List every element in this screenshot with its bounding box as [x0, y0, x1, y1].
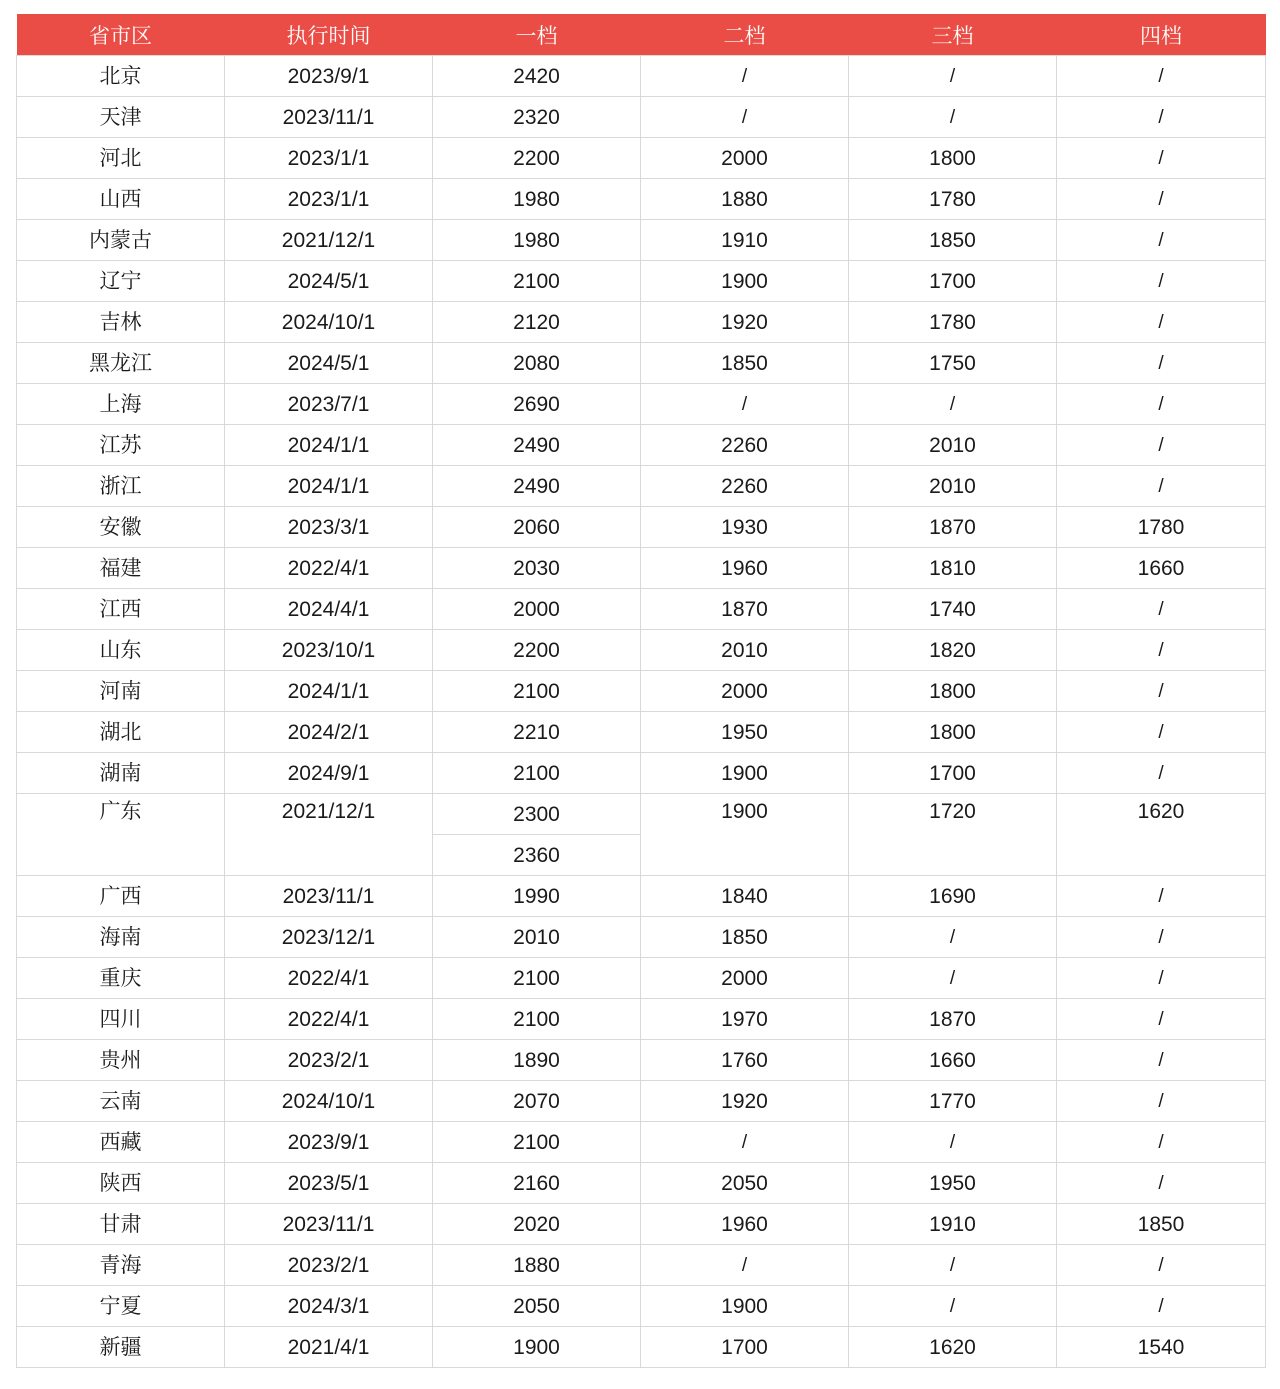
tier4-cell: / [1057, 917, 1266, 958]
tier3-cell: 1780 [849, 302, 1057, 343]
region-cell: 安徽 [17, 507, 225, 548]
tier4-cell: / [1057, 671, 1266, 712]
tier3-cell: 1800 [849, 712, 1057, 753]
table-row [17, 220, 1266, 261]
table-row [17, 1204, 1266, 1245]
tier3-cell: / [849, 958, 1057, 999]
tier3-cell: 1700 [849, 753, 1057, 794]
table-header [17, 14, 1266, 56]
tier1-cell: 2200 [433, 138, 641, 179]
tier3-cell: 1800 [849, 138, 1057, 179]
tier2-cell: / [641, 56, 849, 97]
table-row [17, 1040, 1266, 1081]
tier2-cell: 1920 [641, 302, 849, 343]
tier2-cell: 1760 [641, 1040, 849, 1081]
tier2-cell: 1850 [641, 343, 849, 384]
tier2-cell: / [641, 1122, 849, 1163]
tier3-cell: / [849, 1286, 1057, 1327]
region-cell: 陕西 [17, 1163, 225, 1204]
region-cell: 云南 [17, 1081, 225, 1122]
tier4-cell: / [1057, 589, 1266, 630]
tier1-cell: 2320 [433, 97, 641, 138]
tier1-cell: 2030 [433, 548, 641, 589]
tier4-cell: / [1057, 712, 1266, 753]
tier4-cell: / [1057, 630, 1266, 671]
date-cell: 2021/12/1 [225, 220, 433, 261]
tier1-cell: 1900 [433, 1327, 641, 1368]
tier3-cell: 1820 [849, 630, 1057, 671]
tier3-cell: 1740 [849, 589, 1057, 630]
header-row [17, 14, 1266, 56]
tier1-cell: 2300 [433, 794, 641, 835]
tier1-cell: 2490 [433, 466, 641, 507]
table-row [17, 1327, 1266, 1368]
tier4-cell: / [1057, 1245, 1266, 1286]
region-cell: 重庆 [17, 958, 225, 999]
tier3-cell: 1870 [849, 507, 1057, 548]
tier1-cell: 2060 [433, 507, 641, 548]
date-cell: 2024/5/1 [225, 261, 433, 302]
tier2-cell: 1920 [641, 1081, 849, 1122]
tier2-cell: 2050 [641, 1163, 849, 1204]
tier2-cell: 1900 [641, 261, 849, 302]
table-row [17, 261, 1266, 302]
tier4-cell: 1620 [1057, 794, 1266, 876]
tier1-cell: 2100 [433, 261, 641, 302]
tier4-cell: / [1057, 1122, 1266, 1163]
region-cell: 河北 [17, 138, 225, 179]
tier3-cell: 1620 [849, 1327, 1057, 1368]
region-cell: 内蒙古 [17, 220, 225, 261]
table-row [17, 343, 1266, 384]
header-date: 执行时间 [225, 14, 433, 56]
table-body [17, 56, 1266, 1368]
tier2-cell: 1930 [641, 507, 849, 548]
header-tier1: 一档 [433, 14, 641, 56]
table-row [17, 876, 1266, 917]
date-cell: 2023/11/1 [225, 876, 433, 917]
tier4-cell: / [1057, 343, 1266, 384]
tier2-cell: 2000 [641, 138, 849, 179]
date-cell: 2024/2/1 [225, 712, 433, 753]
tier4-cell: / [1057, 179, 1266, 220]
date-cell: 2023/1/1 [225, 138, 433, 179]
tier1-cell: 1880 [433, 1245, 641, 1286]
tier4-cell: / [1057, 753, 1266, 794]
tier2-cell: / [641, 97, 849, 138]
tier4-cell: / [1057, 1286, 1266, 1327]
tier3-cell: 1950 [849, 1163, 1057, 1204]
table-row [17, 179, 1266, 220]
tier3-cell: 1800 [849, 671, 1057, 712]
table-row [17, 671, 1266, 712]
tier4-cell: / [1057, 999, 1266, 1040]
region-cell: 天津 [17, 97, 225, 138]
region-cell: 广西 [17, 876, 225, 917]
date-cell: 2023/12/1 [225, 917, 433, 958]
tier1-cell: 2100 [433, 999, 641, 1040]
tier4-cell: / [1057, 958, 1266, 999]
table-row [17, 753, 1266, 794]
region-cell: 海南 [17, 917, 225, 958]
region-cell: 浙江 [17, 466, 225, 507]
tier1-cell: 2690 [433, 384, 641, 425]
tier3-cell: 1700 [849, 261, 1057, 302]
table-row [17, 589, 1266, 630]
region-cell: 山西 [17, 179, 225, 220]
table-row [17, 548, 1266, 589]
tier4-cell: / [1057, 261, 1266, 302]
date-cell: 2023/9/1 [225, 56, 433, 97]
tier2-cell: 1910 [641, 220, 849, 261]
region-cell: 吉林 [17, 302, 225, 343]
date-cell: 2024/3/1 [225, 1286, 433, 1327]
tier1-cell: 1990 [433, 876, 641, 917]
tier3-cell: 1850 [849, 220, 1057, 261]
tier4-cell: / [1057, 1163, 1266, 1204]
header-tier4: 四档 [1057, 14, 1266, 56]
tier2-cell: 1960 [641, 1204, 849, 1245]
table-row [17, 138, 1266, 179]
date-cell: 2023/2/1 [225, 1245, 433, 1286]
region-cell: 贵州 [17, 1040, 225, 1081]
tier3-cell: / [849, 1245, 1057, 1286]
tier3-cell: / [849, 917, 1057, 958]
tier2-cell: 2000 [641, 958, 849, 999]
tier4-cell: / [1057, 1081, 1266, 1122]
tier4-cell: 1850 [1057, 1204, 1266, 1245]
region-cell: 宁夏 [17, 1286, 225, 1327]
date-cell: 2022/4/1 [225, 999, 433, 1040]
tier3-cell: 1750 [849, 343, 1057, 384]
tier2-cell: / [641, 384, 849, 425]
date-cell: 2023/3/1 [225, 507, 433, 548]
tier4-cell: 1780 [1057, 507, 1266, 548]
tier3-cell: / [849, 56, 1057, 97]
table-row [17, 302, 1266, 343]
tier2-cell: 1900 [641, 753, 849, 794]
tier2-cell: 2260 [641, 466, 849, 507]
table-row [17, 384, 1266, 425]
tier1-cell: 2160 [433, 1163, 641, 1204]
tier2-cell: 2010 [641, 630, 849, 671]
region-cell: 河南 [17, 671, 225, 712]
tier3-cell: 1690 [849, 876, 1057, 917]
tier1-cell: 2020 [433, 1204, 641, 1245]
tier2-cell: 1850 [641, 917, 849, 958]
tier1-cell: 2120 [433, 302, 641, 343]
date-cell: 2024/1/1 [225, 425, 433, 466]
tier3-cell: 1810 [849, 548, 1057, 589]
tier4-cell: / [1057, 302, 1266, 343]
date-cell: 2023/9/1 [225, 1122, 433, 1163]
tier3-cell: 2010 [849, 425, 1057, 466]
tier1-cell: 2070 [433, 1081, 641, 1122]
table-row-guangdong [17, 794, 1266, 835]
tier1-cell: 2000 [433, 589, 641, 630]
date-cell: 2024/1/1 [225, 671, 433, 712]
date-cell: 2024/4/1 [225, 589, 433, 630]
region-cell: 福建 [17, 548, 225, 589]
table-row [17, 630, 1266, 671]
table-row [17, 507, 1266, 548]
tier3-cell: 1660 [849, 1040, 1057, 1081]
tier1-cell: 2100 [433, 958, 641, 999]
tier2-cell: 1950 [641, 712, 849, 753]
tier1-cell: 2420 [433, 56, 641, 97]
date-cell: 2021/4/1 [225, 1327, 433, 1368]
table-row [17, 1286, 1266, 1327]
tier4-cell: / [1057, 384, 1266, 425]
region-cell: 西藏 [17, 1122, 225, 1163]
tier2-cell: 1970 [641, 999, 849, 1040]
tier3-cell: / [849, 384, 1057, 425]
date-cell: 2022/4/1 [225, 548, 433, 589]
tier3-cell: 1870 [849, 999, 1057, 1040]
tier3-cell: / [849, 1122, 1057, 1163]
date-cell: 2023/11/1 [225, 1204, 433, 1245]
table-row [17, 56, 1266, 97]
date-cell: 2024/10/1 [225, 1081, 433, 1122]
tier2-cell: 1900 [641, 794, 849, 876]
table-row [17, 1245, 1266, 1286]
tier1-cell: 2100 [433, 671, 641, 712]
tier2-cell: / [641, 1245, 849, 1286]
tier3-cell: 1910 [849, 1204, 1057, 1245]
wage-table-container [16, 14, 1265, 1368]
table-row [17, 1122, 1266, 1163]
region-cell: 上海 [17, 384, 225, 425]
date-cell: 2023/7/1 [225, 384, 433, 425]
tier1-cell: 2360 [433, 835, 641, 876]
tier4-cell: / [1057, 56, 1266, 97]
tier1-cell: 2200 [433, 630, 641, 671]
tier1-cell: 2210 [433, 712, 641, 753]
region-cell: 江西 [17, 589, 225, 630]
tier3-cell: 1770 [849, 1081, 1057, 1122]
tier2-cell: 1870 [641, 589, 849, 630]
region-cell: 黑龙江 [17, 343, 225, 384]
tier1-cell: 2010 [433, 917, 641, 958]
region-cell: 湖北 [17, 712, 225, 753]
table-row [17, 712, 1266, 753]
region-cell: 辽宁 [17, 261, 225, 302]
tier1-cell: 2100 [433, 753, 641, 794]
region-cell: 青海 [17, 1245, 225, 1286]
region-cell: 甘肃 [17, 1204, 225, 1245]
date-cell: 2024/5/1 [225, 343, 433, 384]
tier2-cell: 1900 [641, 1286, 849, 1327]
tier4-cell: / [1057, 1040, 1266, 1081]
date-cell: 2023/11/1 [225, 97, 433, 138]
table-row [17, 1163, 1266, 1204]
tier4-cell: / [1057, 97, 1266, 138]
tier2-cell: 2260 [641, 425, 849, 466]
tier2-cell: 1840 [641, 876, 849, 917]
table-row [17, 425, 1266, 466]
tier4-cell: / [1057, 466, 1266, 507]
tier1-cell: 2080 [433, 343, 641, 384]
header-tier3: 三档 [849, 14, 1057, 56]
table-row [17, 1081, 1266, 1122]
date-cell: 2023/2/1 [225, 1040, 433, 1081]
region-cell: 山东 [17, 630, 225, 671]
date-cell: 2022/4/1 [225, 958, 433, 999]
table-row [17, 917, 1266, 958]
tier3-cell: 1780 [849, 179, 1057, 220]
header-region: 省市区 [17, 14, 225, 56]
tier1-cell: 2100 [433, 1122, 641, 1163]
tier4-cell: / [1057, 876, 1266, 917]
region-cell: 北京 [17, 56, 225, 97]
tier4-cell: 1540 [1057, 1327, 1266, 1368]
date-cell: 2023/5/1 [225, 1163, 433, 1204]
region-cell: 四川 [17, 999, 225, 1040]
tier4-cell: / [1057, 425, 1266, 466]
tier2-cell: 1960 [641, 548, 849, 589]
tier1-cell: 2050 [433, 1286, 641, 1327]
tier3-cell: 2010 [849, 466, 1057, 507]
date-cell: 2023/10/1 [225, 630, 433, 671]
tier2-cell: 1880 [641, 179, 849, 220]
table-row [17, 999, 1266, 1040]
tier4-cell: / [1057, 220, 1266, 261]
tier4-cell: / [1057, 138, 1266, 179]
header-tier2: 二档 [641, 14, 849, 56]
tier2-cell: 1700 [641, 1327, 849, 1368]
tier3-cell: 1720 [849, 794, 1057, 876]
minimum-wage-table [16, 14, 1266, 1368]
tier3-cell: / [849, 97, 1057, 138]
date-cell: 2024/9/1 [225, 753, 433, 794]
region-cell: 江苏 [17, 425, 225, 466]
date-cell: 2024/1/1 [225, 466, 433, 507]
tier1-cell: 1980 [433, 220, 641, 261]
tier1-cell: 1980 [433, 179, 641, 220]
region-cell: 新疆 [17, 1327, 225, 1368]
tier4-cell: 1660 [1057, 548, 1266, 589]
table-row [17, 958, 1266, 999]
date-cell: 2024/10/1 [225, 302, 433, 343]
tier1-cell: 2490 [433, 425, 641, 466]
tier1-cell: 1890 [433, 1040, 641, 1081]
region-cell: 湖南 [17, 753, 225, 794]
date-cell: 2023/1/1 [225, 179, 433, 220]
table-row [17, 97, 1266, 138]
date-cell: 2021/12/1 [225, 794, 433, 876]
table-row [17, 466, 1266, 507]
tier2-cell: 2000 [641, 671, 849, 712]
region-cell: 广东 [17, 794, 225, 876]
